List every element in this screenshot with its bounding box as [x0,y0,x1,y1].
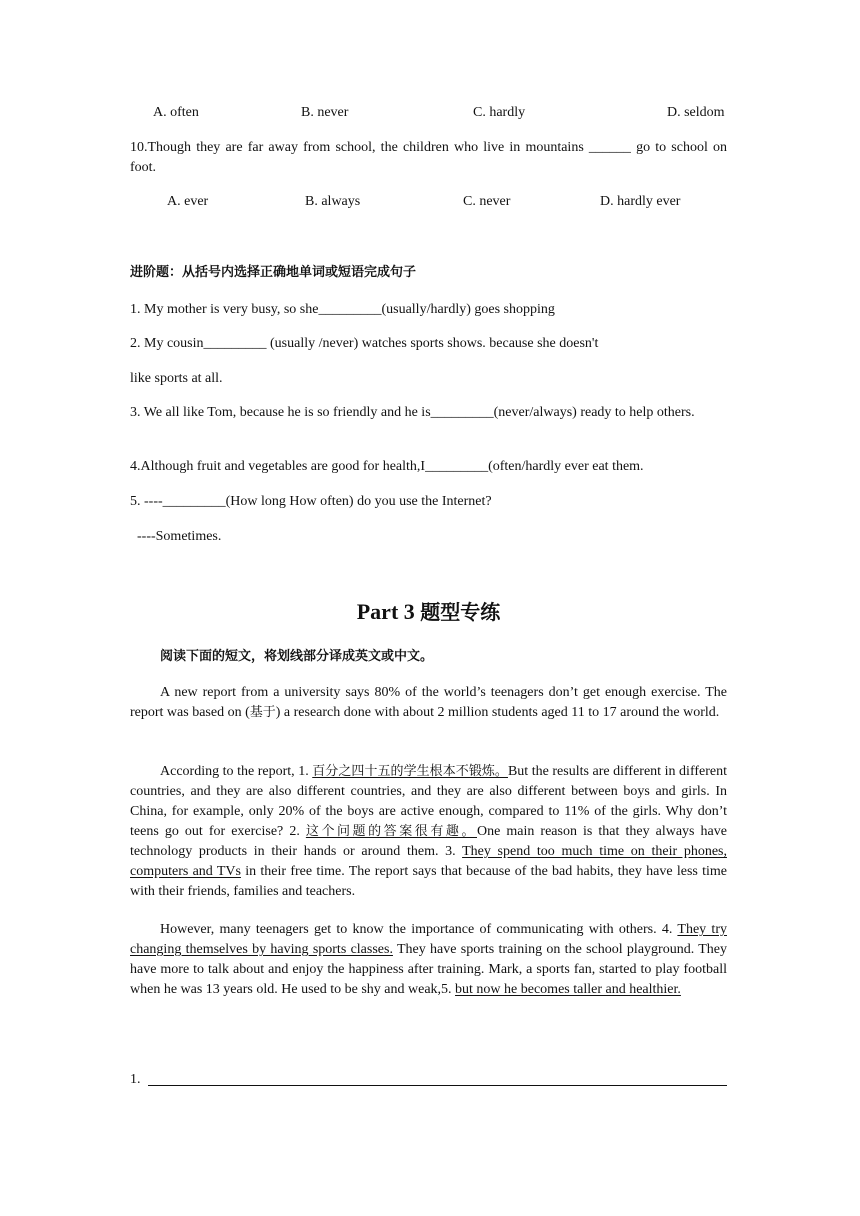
underlined-sentence-5: but now he becomes taller and healthier. [455,982,681,997]
p1-text-a: A new report from a university says 80% of the world’s teenagers don’t get enough exercise. The report was based on ( [130,685,727,720]
q10-option-c[interactable]: C. never [463,194,511,209]
p1-text-b: ) a research done with about 2 million students aged 11 to 17 around the world. [275,705,720,720]
part3-instruction: 阅读下面的短文，将划线部分译成英文或中文。 [160,649,434,664]
p2-text-b: But the results are different in different countries, and they are also different countries, and they are also different between boys and girls. In China, for example, only 20% of the boys are active enough, compared to 11% of the girls. Why don’t teens go out for exercise? 2. [130,764,727,839]
advanced-heading: 进阶题：从括号内选择正确地单词或短语完成句子 [130,265,417,280]
answer-label-1: 1. [130,1072,141,1087]
question-10: 10.Though they are far away from school, the children who live in mountains ______ go to school on foot. [130,140,727,175]
answer-rule-1 [148,1085,727,1086]
advanced-item-1: 1. My mother is very busy, so she_________(usually/hardly) goes shopping [130,302,555,317]
p2-text-d: in their free time. The report says that because of the bad habits, they have less time with their friends, families and teachers. [130,864,727,899]
part3-title [130,597,727,627]
q9-option-b[interactable]: B. never [301,105,349,120]
q9-options [130,103,730,123]
passage-paragraph-3 [130,920,727,1000]
advanced-item-5-answer: ----Sometimes. [137,529,222,544]
q9-option-a[interactable]: A. often [153,105,199,120]
q10-options [130,192,730,212]
advanced-item-2-continued: like sports at all. [130,371,223,386]
underlined-sentence-4: They try changing themselves by having sports classes. [130,922,727,957]
q10-option-a[interactable]: A. ever [167,194,209,209]
passage-paragraph-2 [130,762,727,902]
p2-text-a: According to the report, 1. [160,764,313,779]
advanced-item-5: 5. ----_________(How long How often) do you use the Internet? [130,494,492,509]
q9-option-d[interactable]: D. seldom [667,105,725,120]
p3-text-b: They have sports training on the school playground. They have more to talk about and enjoy the happiness after training. Mark, a sports fan, started to play football when he was 13 years old. He used to be shy and weak,5. [130,942,728,997]
part3-title-en: Part 3 [356,599,415,624]
underlined-sentence-3: They spend too much time on their phones, computers and TVs [130,844,727,879]
q10-option-b[interactable]: B. always [305,194,361,209]
underlined-sentence-2: 这个问题的答案很有趣。 [305,824,477,839]
advanced-item-4: 4.Although fruit and vegetables are good for health,I_________(often/hardly ever eat them. [130,459,644,474]
answer-line-1[interactable] [130,1070,727,1090]
passage-paragraph-1 [130,683,727,723]
q9-option-c[interactable]: C. hardly [473,105,526,120]
underlined-sentence-1: 百分之四十五的学生根本不锻炼。 [312,764,508,779]
p1-chinese-gloss: 基于 [249,705,276,720]
q10-option-d[interactable]: D. hardly ever [600,194,681,209]
advanced-item-2: 2. My cousin_________ (usually /never) watches sports shows. because she doesn't [130,336,599,351]
part3-title-zh: 题型专练 [420,600,501,624]
advanced-item-3: 3. We all like Tom, because he is so friendly and he is_________(never/always) ready to help others. [130,405,695,420]
p2-text-c: One main reason is that they always have technology products in their hands or around them. 3. [130,824,727,859]
p3-text-a: However, many teenagers get to know the importance of communicating with others. 4. [160,922,678,937]
